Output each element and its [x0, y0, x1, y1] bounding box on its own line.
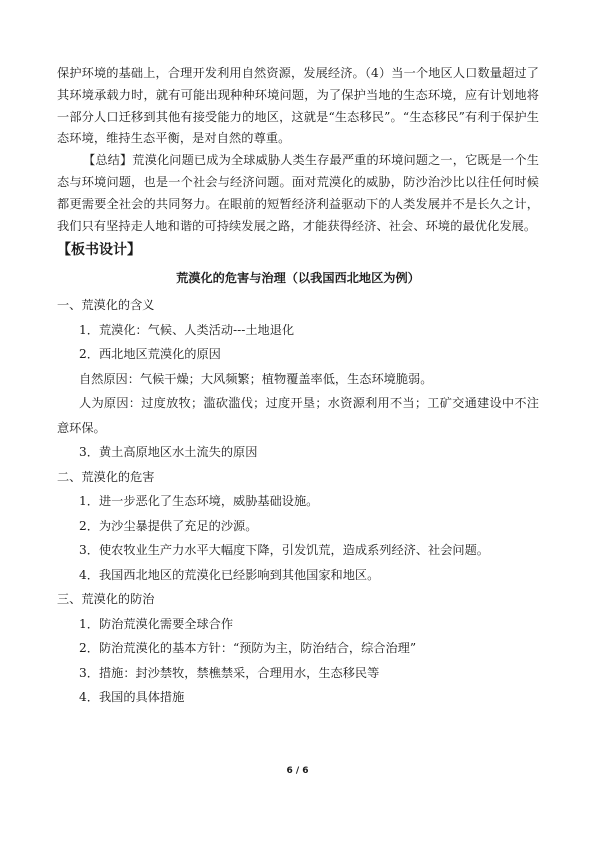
board-item-1-1: 1．荒漠化：气候、人类活动---土地退化	[79, 322, 295, 337]
board-item-2-1: 1．进一步恶化了生态环境，威胁基础设施。	[79, 494, 319, 509]
board-item-1-3: 3．黄土高原地区水土流失的原因	[79, 445, 258, 460]
board-item-2-4: 4．我国西北地区的荒漠化已经影响到其他国家和地区。	[79, 567, 380, 582]
board-item-3-2: 2．防治荒漠化的基本方针：“预防为主，防治结合，综合治理”	[79, 641, 417, 656]
board-natural-causes: 自然原因：气候干燥；大风频繁；植物覆盖率低，生态环境脆弱。	[79, 371, 433, 386]
board-item-3-1: 1．防治荒漠化需要全球合作	[79, 616, 234, 631]
board-heading-3: 三、荒漠化的防治	[57, 592, 155, 607]
page-content	[57, 63, 539, 710]
board-heading-1: 一、荒漠化的含义	[57, 298, 155, 313]
board-item-2-3: 3．使农牧业生产力水平大幅度下降，引发饥荒，造成系列经济、社会问题。	[79, 543, 489, 558]
board-item-3-3: 3．措施：封沙禁牧，禁樵禁采，合理用水，生态移民等	[79, 665, 380, 680]
paragraph-summary: 【总结】荒漠化问题已成为全球威胁人类生存最严重的环境问题之一，它既是一个生态与环境问题，也是一个社会与经济问题。面对荒漠化的威胁，防沙治沙比以往任何时候都更需要全社会的共同努力。在眼前的短暂经济利益驱动下的人类发展并不是长久之计，我们只有坚持走人地和谐的可持续发展之路，才能获得经济、社会、环境的最优化发展。	[57, 153, 539, 233]
board-heading-2: 二、荒漠化的危害	[57, 469, 155, 484]
board-human-causes: 人为原因：过度放牧；滥砍滥伐；过度开垦；水资源利用不当；工矿交通建设中不注意环保。	[57, 396, 539, 435]
page-number: 6 / 6	[286, 766, 309, 776]
board-title: 荒漠化的危害与治理（以我国西北地区为例）	[176, 271, 420, 286]
board-item-2-2: 2．为沙尘暴提供了充足的沙源。	[79, 518, 258, 533]
board-item-3-4: 4．我国的具体措施	[79, 690, 185, 705]
board-item-1-2: 2．西北地区荒漠化的原因	[79, 347, 221, 362]
paragraph-ecological-migration: 保护环境的基础上，合理开发利用自然资源，发展经济。（4）当一个地区人口数量超过了其环境承载力时，就有可能出现种种环境问题，为了保护当地的生态环境，应有计划地将一部分人口迁移到其他有接受能力的地区，这就是“生态移民”。“生态移民”有利于保护生态环境，维持生态平衡，是对自然的尊重。	[57, 66, 539, 146]
section-title-board-design: 【板书设计】	[57, 242, 141, 259]
